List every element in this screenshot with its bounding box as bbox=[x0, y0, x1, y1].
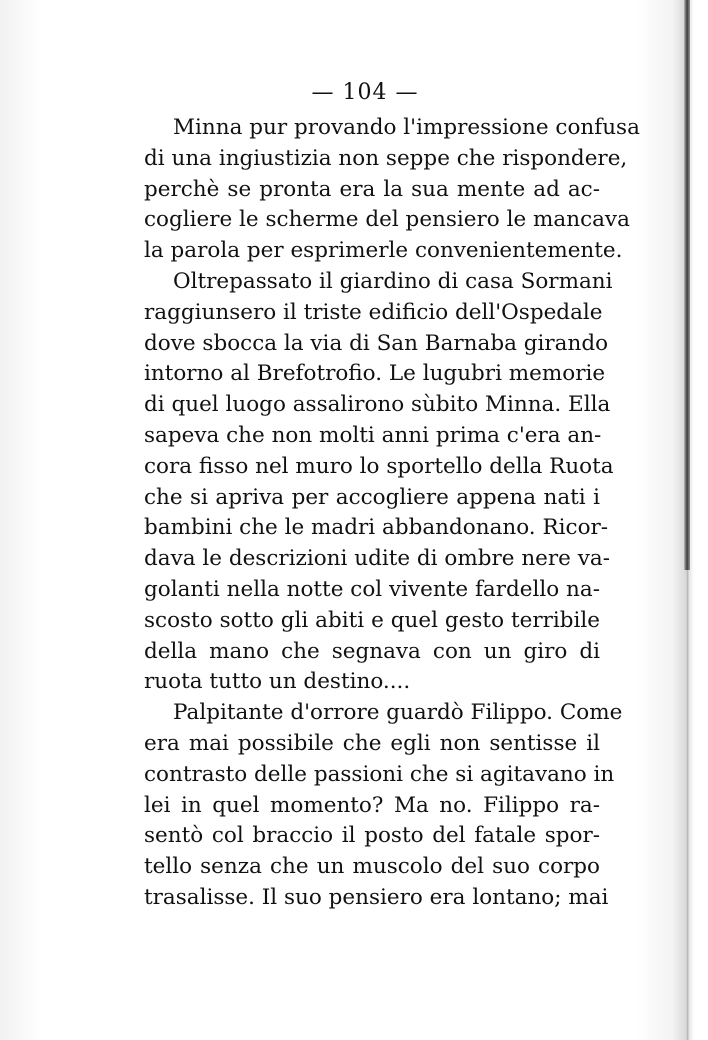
text-line: della mano che segnava con un giro di bbox=[144, 638, 600, 664]
page-gutter-shadow bbox=[684, 0, 690, 570]
text-line: trasalisse. Il suo pensiero era lontano; mai bbox=[144, 884, 609, 910]
text-line: di quel luogo assalirono sùbito Minna. Ella bbox=[144, 392, 611, 418]
text-line: perchè se pronta era la sua mente ad ac- bbox=[144, 176, 600, 202]
text-line: che si apriva per accogliere appena nati i bbox=[144, 484, 600, 510]
text-line: golanti nella notte col vivente fardello na- bbox=[144, 576, 600, 602]
text-line: sapeva che non molti anni prima c'era an- bbox=[144, 422, 602, 448]
text-line: intorno al Brefotrofio. Le lugubri memorie bbox=[144, 361, 606, 387]
text-line: ruota tutto un destino.... bbox=[144, 669, 411, 695]
text-line: cogliere le scherme del pensiero le mancava bbox=[144, 207, 630, 233]
text-line: tello senza che un muscolo del suo corpo bbox=[144, 854, 600, 880]
text-line: sentò col braccio il posto del fatale spor- bbox=[144, 823, 600, 849]
text-line: di una ingiustizia non seppe che rispondere, bbox=[144, 145, 628, 171]
page-gutter-shadow-lower bbox=[686, 570, 689, 1040]
text-line: raggiunsero il triste edificio dell'Ospedale bbox=[144, 299, 603, 325]
text-line: cora fisso nel muro lo sportello della Ruota bbox=[144, 453, 614, 479]
text-line: contrasto delle passioni che si agitavano in bbox=[144, 761, 615, 787]
text-line: dava le descrizioni udite di ombre nere va- bbox=[144, 546, 610, 572]
text-line: Oltrepassato il giardino di casa Sormani bbox=[173, 268, 613, 294]
text-line: era mai possibile che egli non sentisse il bbox=[144, 730, 600, 756]
body-text bbox=[144, 113, 640, 914]
text-line: lei in quel momento? Ma no. Filippo ra- bbox=[144, 792, 600, 818]
text-line: scosto sotto gli abiti e quel gesto terribile bbox=[144, 607, 600, 633]
text-line: dove sbocca la via di San Barnaba girando bbox=[144, 330, 609, 356]
text-line: Palpitante d'orrore guardò Filippo. Come bbox=[173, 700, 623, 726]
page-number: — 104 — bbox=[311, 80, 419, 105]
text-line: Minna pur provando l'impressione confusa bbox=[173, 115, 640, 140]
text-line: bambini che le madri abbandonano. Ricor- bbox=[144, 515, 609, 541]
text-line: la parola per esprimerle convenientemente. bbox=[144, 238, 623, 264]
